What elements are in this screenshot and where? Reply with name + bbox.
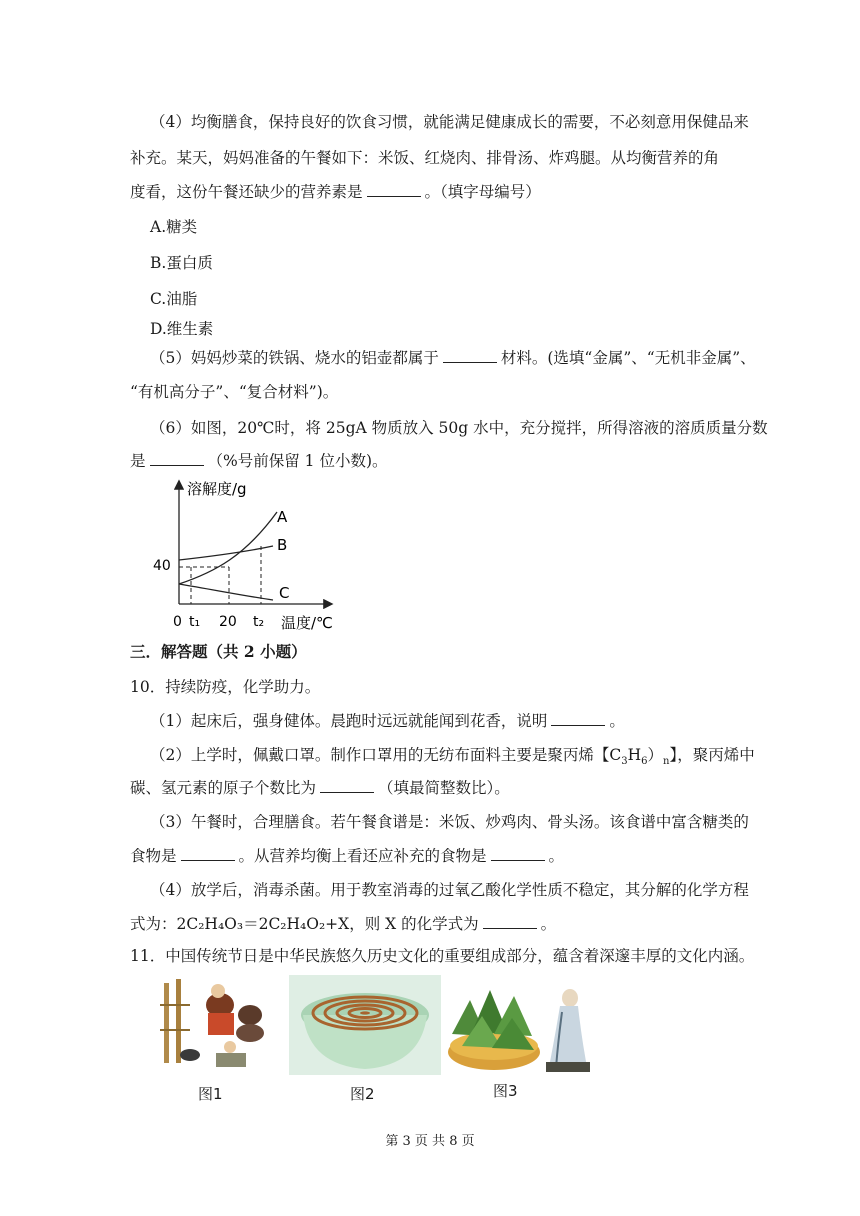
answer-blank — [551, 711, 605, 726]
section-heading: 三．解答题（共 2 小题） — [130, 642, 307, 661]
answer-blank — [181, 846, 235, 861]
option-b: B.蛋白质 — [150, 254, 213, 272]
figure-3-caption: 图3 — [493, 1082, 518, 1100]
option-c: C.油脂 — [150, 290, 198, 308]
q10-part3-line1: （3）午餐时，合理膳食。若午餐食谱是：米饭、炒鸡肉、骨头汤。该食谱中富含糖类的 — [150, 813, 749, 831]
option-a: A.糖类 — [150, 218, 198, 236]
q10-title: 10．持续防疫，化学助力。 — [130, 678, 321, 696]
answer-blank — [491, 846, 545, 861]
curve-label-a: A — [277, 508, 288, 526]
q6-line1: （6）如图，20℃时，将 25gA 物质放入 50g 水中，充分搅拌，所得溶液的溶质质量分数 — [150, 419, 768, 437]
q4-line3: 度看，这份午餐还缺少的营养素是 。（填字母编号） — [130, 183, 541, 201]
figure-2-image — [289, 975, 441, 1075]
figure-3-image — [442, 972, 592, 1076]
q10-part2-line1: （2）上学时，佩戴口罩。制作口罩用的无纺布面料主要是聚丙烯【$C_3H_6)_n$】，聚丙烯中 — [150, 746, 755, 768]
x-axis-label: 温度/℃ — [281, 614, 333, 632]
y-axis-label: 溶解度/g — [187, 480, 247, 498]
x-tick-20: 20 — [219, 614, 237, 630]
answer-blank — [320, 778, 374, 793]
q4-line2: 补充。某天，妈妈准备的午餐如下：米饭、红烧肉、排骨汤、炸鸡腿。从均衡营养的角 — [130, 149, 720, 167]
y-tick-40: 40 — [153, 558, 171, 574]
q10-part4-line2: 式为：2C₂H₄O₃＝2C₂H₄O₂+X，则 X 的化学式为 。 — [130, 915, 557, 933]
x-tick-0: 0 — [173, 614, 182, 630]
q5-line1: （5）妈妈炒菜的铁锅、烧水的铝壶都属于 材料。(选填“金属”、“无机非金属”、 — [150, 349, 756, 367]
curve-b — [179, 546, 273, 560]
q10-part2-line2: 碳、氢元素的原子个数比为 （填最简整数比）。 — [130, 779, 510, 797]
figure-1-caption: 图1 — [198, 1085, 223, 1103]
q10-part4-line1: （4）放学后，消毒杀菌。用于教室消毒的过氧乙酸化学性质不稳定，其分解的化学方程 — [150, 881, 749, 899]
q6-line2: 是 （%号前保留 1 位小数)。 — [130, 452, 388, 470]
answer-blank — [150, 451, 204, 466]
q10-part1: （1）起床后，强身健体。晨跑时远远就能闻到花香，说明 。 — [150, 712, 625, 730]
answer-blank — [483, 914, 537, 929]
figure-1-image — [150, 975, 285, 1075]
q5-line2: “有机高分子”、“复合材料”)。 — [130, 383, 339, 401]
curve-label-b: B — [277, 536, 288, 554]
option-d: D.维生素 — [150, 320, 214, 338]
solubility-chart — [145, 476, 345, 636]
figure-2-caption: 图2 — [350, 1085, 375, 1103]
q10-part3-line2: 食物是 。从营养均衡上看还应补充的食物是 。 — [130, 847, 565, 865]
curve-c — [179, 584, 273, 600]
answer-blank — [443, 348, 497, 363]
x-tick-t1: t₁ — [189, 614, 201, 630]
x-tick-t2: t₂ — [253, 614, 265, 630]
curve-label-c: C — [279, 584, 290, 602]
q11-title: 11．中国传统节日是中华民族悠久历史文化的重要组成部分，蕴含着深邃丰厚的文化内涵。 — [130, 947, 755, 965]
page-footer: 第 3 页 共 8 页 — [385, 1134, 475, 1149]
answer-blank — [367, 182, 421, 197]
q4-line1: （4）均衡膳食，保持良好的饮食习惯，就能满足健康成长的需要，不必刻意用保健品来 — [150, 113, 749, 131]
